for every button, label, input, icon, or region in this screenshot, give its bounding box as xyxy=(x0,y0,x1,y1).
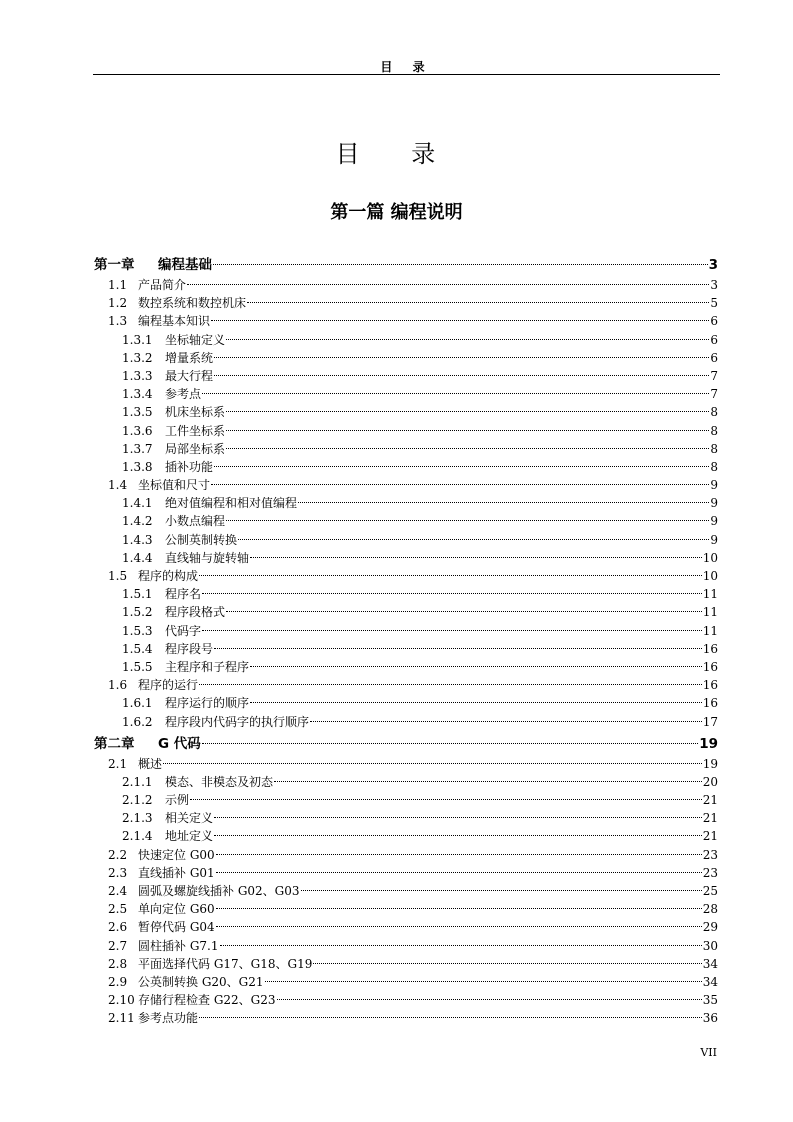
toc-entry-label: 程序的运行 xyxy=(138,678,199,693)
toc-entry-page: 16 xyxy=(702,696,718,711)
toc-dot-leader xyxy=(220,944,702,946)
toc-entry-number: 1.3.4 xyxy=(122,387,153,402)
toc-entry-number: 1.5.5 xyxy=(122,659,153,674)
toc-entry-label: 存储行程检查 G22、G23 xyxy=(138,993,276,1008)
toc-entry-number: 2.4 xyxy=(108,884,128,898)
toc-entry-label: 局部坐标系 xyxy=(165,441,226,456)
toc-entry[interactable] xyxy=(94,622,718,640)
toc-dot-leader xyxy=(250,665,702,667)
toc-entry-number: 2.1 xyxy=(108,756,128,771)
toc-entry-number: 1.3.8 xyxy=(122,459,153,474)
toc-entry-number: 第一章 xyxy=(94,257,135,273)
toc-entry-number: 1.6 xyxy=(108,678,128,693)
toc-entry-number: 1.6.2 xyxy=(122,714,153,729)
toc-entry[interactable] xyxy=(94,440,718,458)
toc-entry[interactable] xyxy=(94,312,718,330)
toc-dot-leader xyxy=(214,356,709,358)
toc-entry-number: 1.5.3 xyxy=(122,623,153,638)
page-number: VII xyxy=(700,1046,717,1059)
toc-entry-page: 11 xyxy=(702,605,718,620)
toc-entry-number: 1.4.2 xyxy=(122,514,153,529)
toc-entry-page: 9 xyxy=(710,514,718,529)
toc-entry-page: 9 xyxy=(710,478,718,493)
toc-entry[interactable] xyxy=(94,585,718,603)
toc-entry-number: 1.3.3 xyxy=(122,368,153,383)
toc-entry[interactable] xyxy=(94,864,718,882)
toc-entry-page: 6 xyxy=(710,350,718,365)
toc-entry-label: 程序段格式 xyxy=(165,605,226,620)
toc-entry[interactable] xyxy=(94,640,718,658)
toc-entry-page: 7 xyxy=(710,368,718,383)
running-header-title: 目 录 xyxy=(380,60,433,74)
toc-entry[interactable] xyxy=(94,773,718,791)
toc-entry-number: 2.5 xyxy=(108,902,128,917)
toc-entry-page: 29 xyxy=(702,920,718,935)
toc-dot-leader xyxy=(226,610,702,612)
toc-entry-number: 2.2 xyxy=(108,847,128,862)
toc-dot-leader xyxy=(310,720,702,722)
toc-dot-leader xyxy=(214,374,709,376)
toc-entry-page: 16 xyxy=(702,641,718,656)
toc-entry-page: 30 xyxy=(702,938,718,953)
toc-entry-number: 2.6 xyxy=(108,920,128,935)
toc-entry[interactable] xyxy=(94,294,718,312)
toc-entry[interactable] xyxy=(94,403,718,421)
toc-entry-number: 2.1.4 xyxy=(122,829,153,844)
toc-entry-label: 平面选择代码 G17、G18、G19 xyxy=(138,956,313,971)
toc-entry[interactable] xyxy=(94,494,718,512)
toc-entry-page: 17 xyxy=(702,714,718,729)
toc-entry-page: 25 xyxy=(702,884,718,898)
toc-dot-leader xyxy=(199,683,702,685)
toc-entry-page: 36 xyxy=(702,1011,718,1026)
toc-dot-leader xyxy=(211,483,709,485)
toc-entry-page: 5 xyxy=(710,296,718,311)
toc-dot-leader xyxy=(202,592,702,594)
toc-entry[interactable] xyxy=(94,713,718,731)
toc-dot-leader xyxy=(313,962,701,964)
toc-entry[interactable] xyxy=(94,676,718,694)
toc-entry-label: 主程序和子程序 xyxy=(165,659,250,674)
toc-chapter-entry[interactable] xyxy=(94,733,718,755)
toc-entry[interactable] xyxy=(94,476,718,494)
toc-entry-label: 程序运行的顺序 xyxy=(165,696,250,711)
toc-dot-leader xyxy=(202,742,698,744)
toc-entry-page: 21 xyxy=(702,793,718,808)
toc-entry-page: 6 xyxy=(710,332,718,347)
toc-entry-page: 23 xyxy=(702,847,718,862)
toc-entry-label: 参考点功能 xyxy=(138,1011,199,1026)
toc-entry-number: 1.3.1 xyxy=(122,332,153,347)
table-of-contents xyxy=(94,252,718,1028)
toc-entry-page: 34 xyxy=(702,974,718,989)
toc-entry[interactable] xyxy=(94,846,718,864)
toc-entry-label: 圆柱插补 G7.1 xyxy=(138,938,219,953)
toc-entry-label: 绝对值编程和相对值编程 xyxy=(165,496,298,511)
toc-dot-leader xyxy=(238,538,709,540)
toc-entry[interactable] xyxy=(94,512,718,530)
toc-entry-label: 概述 xyxy=(138,756,163,771)
toc-entry-label: 程序名 xyxy=(165,587,202,602)
toc-entry-page: 16 xyxy=(702,678,718,693)
toc-entry-label: 暂停代码 G04 xyxy=(138,920,215,935)
toc-entry[interactable] xyxy=(94,937,718,955)
toc-entry-page: 8 xyxy=(710,441,718,456)
toc-dot-leader xyxy=(226,338,709,340)
toc-entry-number: 1.5.2 xyxy=(122,605,153,620)
toc-entry-number: 2.1.1 xyxy=(122,774,153,789)
toc-entry-page: 9 xyxy=(710,532,718,547)
toc-entry-page: 8 xyxy=(710,405,718,420)
toc-entry-number: 1.5.4 xyxy=(122,641,153,656)
toc-entry[interactable] xyxy=(94,827,718,845)
toc-entry[interactable] xyxy=(94,567,718,585)
toc-entry[interactable] xyxy=(94,422,718,440)
toc-entry-label: 坐标轴定义 xyxy=(165,332,226,347)
toc-entry-number: 2.9 xyxy=(108,974,128,989)
toc-entry-page: 3 xyxy=(710,278,718,292)
toc-entry-page: 34 xyxy=(702,956,718,971)
toc-entry[interactable] xyxy=(94,1009,718,1027)
toc-dot-leader xyxy=(214,647,702,649)
toc-entry-number: 1.4 xyxy=(108,478,128,493)
toc-entry-label: 直线轴与旋转轴 xyxy=(165,550,250,565)
toc-entry-label: 数控系统和数控机床 xyxy=(138,296,247,311)
toc-entry-label: G 代码 xyxy=(158,735,201,752)
toc-entry-label: 增量系统 xyxy=(165,350,214,365)
toc-entry-number: 1.2 xyxy=(108,296,128,311)
toc-entry[interactable] xyxy=(94,955,718,973)
toc-entry-number: 2.8 xyxy=(108,956,128,971)
toc-entry-label: 插补功能 xyxy=(165,459,214,474)
toc-dot-leader xyxy=(247,301,709,303)
toc-entry-number: 2.1.3 xyxy=(122,811,153,826)
toc-entry-page: 19 xyxy=(699,735,718,752)
toc-entry[interactable] xyxy=(94,603,718,621)
toc-dot-leader xyxy=(187,283,709,285)
toc-entry[interactable] xyxy=(94,991,718,1009)
toc-entry[interactable] xyxy=(94,918,718,936)
toc-entry-number: 1.1 xyxy=(108,278,128,292)
toc-dot-leader xyxy=(190,798,702,800)
toc-entry-number: 1.6.1 xyxy=(122,696,153,711)
toc-dot-leader xyxy=(216,853,702,855)
toc-entry-label: 最大行程 xyxy=(165,368,214,383)
toc-entry-number: 1.3.7 xyxy=(122,441,153,456)
toc-entry[interactable] xyxy=(94,458,718,476)
toc-entry-label: 机床坐标系 xyxy=(165,405,226,420)
toc-entry-page: 9 xyxy=(710,496,718,511)
toc-entry[interactable] xyxy=(94,882,718,900)
toc-entry-number: 1.4.1 xyxy=(122,496,153,511)
toc-entry[interactable] xyxy=(94,367,718,385)
toc-entry-label: 产品简介 xyxy=(138,278,187,292)
toc-entry-page: 10 xyxy=(702,550,718,565)
toc-entry[interactable] xyxy=(94,755,718,773)
toc-dot-leader xyxy=(199,574,702,576)
toc-entry-label: 模态、非模态及初态 xyxy=(165,774,274,789)
toc-entry-page: 21 xyxy=(702,829,718,844)
toc-dot-leader xyxy=(226,519,709,521)
toc-entry-number: 2.1.2 xyxy=(122,793,153,808)
toc-entry-number: 1.5.1 xyxy=(122,587,153,602)
toc-dot-leader xyxy=(214,834,702,836)
toc-entry-label: 编程基本知识 xyxy=(138,314,211,329)
toc-entry-label: 直线插补 G01 xyxy=(138,865,215,880)
toc-dot-leader xyxy=(226,447,709,449)
toc-dot-leader xyxy=(202,392,709,394)
toc-entry[interactable] xyxy=(94,531,718,549)
toc-dot-leader xyxy=(216,907,702,909)
toc-entry-page: 10 xyxy=(702,569,718,583)
toc-entry-label: 代码字 xyxy=(165,623,202,638)
toc-entry-number: 2.7 xyxy=(108,938,128,953)
toc-dot-leader xyxy=(301,889,702,891)
toc-entry-label: 小数点编程 xyxy=(165,514,226,529)
toc-entry-page: 3 xyxy=(708,257,718,273)
toc-entry-label: 编程基础 xyxy=(158,257,212,273)
toc-entry[interactable] xyxy=(94,973,718,991)
toc-dot-leader xyxy=(226,429,709,431)
toc-entry[interactable] xyxy=(94,658,718,676)
toc-entry[interactable] xyxy=(94,694,718,712)
toc-dot-leader xyxy=(202,629,702,631)
toc-dot-leader xyxy=(216,925,702,927)
toc-entry-page: 16 xyxy=(702,659,718,674)
toc-entry-number: 1.4.4 xyxy=(122,550,153,565)
toc-dot-leader xyxy=(214,816,702,818)
header-rule xyxy=(93,74,720,75)
toc-entry-label: 程序段内代码字的执行顺序 xyxy=(165,714,310,729)
toc-dot-leader xyxy=(214,465,709,467)
toc-entry-label: 快速定位 G00 xyxy=(138,847,215,862)
toc-entry-label: 圆弧及螺旋线插补 G02、G03 xyxy=(138,884,300,898)
toc-dot-leader xyxy=(265,980,702,982)
toc-entry-page: 23 xyxy=(702,865,718,880)
toc-title: 目 录 xyxy=(335,140,458,168)
toc-dot-leader xyxy=(163,762,702,764)
toc-entry-page: 35 xyxy=(702,993,718,1008)
toc-entry-label: 示例 xyxy=(165,793,190,808)
toc-entry[interactable] xyxy=(94,900,718,918)
toc-entry-number: 2.3 xyxy=(108,865,128,880)
toc-entry-label: 地址定义 xyxy=(165,829,214,844)
toc-dot-leader xyxy=(213,263,708,265)
toc-entry-number: 1.4.3 xyxy=(122,532,153,547)
toc-entry-label: 参考点 xyxy=(165,387,202,402)
toc-entry-number: 第二章 xyxy=(94,735,135,752)
toc-entry-number: 1.3.5 xyxy=(122,405,153,420)
toc-entry-label: 工件坐标系 xyxy=(165,423,226,438)
toc-chapter-entry[interactable] xyxy=(94,254,718,276)
toc-entry-number: 1.5 xyxy=(108,569,128,583)
toc-entry-label: 坐标值和尺寸 xyxy=(138,478,211,493)
toc-entry-label: 相关定义 xyxy=(165,811,214,826)
toc-dot-leader xyxy=(199,1016,702,1018)
toc-entry[interactable] xyxy=(94,331,718,349)
toc-entry[interactable] xyxy=(94,349,718,367)
toc-entry-number: 1.3 xyxy=(108,314,128,329)
toc-entry-number: 2.10 xyxy=(108,993,135,1008)
toc-entry-page: 11 xyxy=(702,623,718,638)
toc-entry-label: 公制英制转换 xyxy=(165,532,238,547)
toc-entry-number: 1.3.2 xyxy=(122,350,153,365)
toc-entry-label: 单向定位 G60 xyxy=(138,902,215,917)
toc-entry-page: 21 xyxy=(702,811,718,826)
toc-entry[interactable] xyxy=(94,549,718,567)
toc-entry-page: 28 xyxy=(702,902,718,917)
toc-entry[interactable] xyxy=(94,809,718,827)
toc-dot-leader xyxy=(226,410,709,412)
toc-dot-leader xyxy=(298,501,709,503)
toc-entry-page: 8 xyxy=(710,459,718,474)
toc-entry-page: 7 xyxy=(710,387,718,402)
toc-dot-leader xyxy=(274,780,702,782)
part-title: 第一篇 编程说明 xyxy=(330,202,463,223)
toc-entry-page: 6 xyxy=(710,314,718,329)
toc-entry-label: 程序段号 xyxy=(165,641,214,656)
toc-entry[interactable] xyxy=(94,276,718,294)
toc-dot-leader xyxy=(250,556,702,558)
toc-entry[interactable] xyxy=(94,791,718,809)
toc-entry-number: 1.3.6 xyxy=(122,423,153,438)
toc-dot-leader xyxy=(277,998,702,1000)
toc-entry-page: 20 xyxy=(702,774,718,789)
toc-entry[interactable] xyxy=(94,385,718,403)
toc-dot-leader xyxy=(216,871,702,873)
toc-entry-page: 8 xyxy=(710,423,718,438)
toc-entry-page: 19 xyxy=(702,756,718,771)
toc-entry-label: 程序的构成 xyxy=(138,569,199,583)
toc-dot-leader xyxy=(250,701,702,703)
toc-dot-leader xyxy=(211,319,709,321)
toc-entry-page: 11 xyxy=(702,587,718,602)
toc-entry-number: 2.11 xyxy=(108,1011,135,1026)
toc-entry-label: 公英制转换 G20、G21 xyxy=(138,974,264,989)
